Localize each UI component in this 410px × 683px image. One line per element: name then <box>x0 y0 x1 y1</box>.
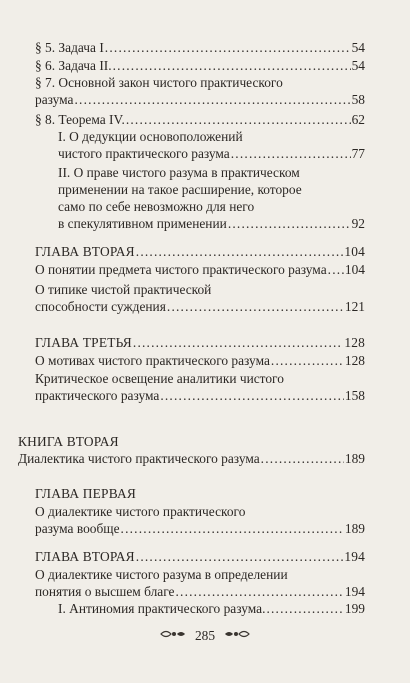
toc-entry-title: О типике чистой практической <box>35 282 212 297</box>
toc-page-number: 92 <box>351 216 365 231</box>
toc-entry-title: Критическое освещение аналитики чистого <box>35 371 284 386</box>
leader-dots <box>328 261 344 278</box>
ornament-left-icon <box>160 628 186 644</box>
leader-dots <box>266 600 343 617</box>
toc-entry-title: разума <box>35 92 74 107</box>
toc-entry <box>18 450 365 467</box>
toc-page-number: 104 <box>344 262 365 277</box>
toc-entry-title: в спекулятивном применении <box>58 216 227 231</box>
leader-dots <box>271 352 344 369</box>
toc-section-header <box>35 548 365 565</box>
toc-entry-title: применении на такое расширение, которое <box>58 182 302 197</box>
leader-dots <box>261 450 344 467</box>
toc-page-number: 121 <box>344 299 365 314</box>
toc-entry-title: разума вообще <box>35 521 120 536</box>
leader-dots <box>133 334 343 351</box>
toc-entry-title: О диалектике чистого практического <box>35 504 246 519</box>
toc-section-header <box>35 334 365 351</box>
toc-entry-title: само по себе невозможно для него <box>58 199 255 214</box>
leader-dots <box>167 298 344 315</box>
leader-dots <box>175 583 343 600</box>
toc-page-number: 194 <box>344 549 365 564</box>
toc-entry-title: ГЛАВА ВТОРАЯ <box>35 244 135 259</box>
toc-entry <box>35 39 365 56</box>
toc-section-header <box>35 485 365 502</box>
leader-dots <box>136 548 344 565</box>
leader-dots <box>126 111 351 128</box>
toc-entry <box>35 74 365 108</box>
leader-dots <box>231 145 351 162</box>
toc-page-number: 54 <box>351 58 365 73</box>
page-number: 285 <box>194 628 216 643</box>
toc-entry-title: практического разума <box>35 388 160 403</box>
toc-entry <box>58 128 365 162</box>
toc-entry-title: Диалектика чистого практического разума <box>18 451 260 466</box>
toc-entry-title: понятия о высшем благе <box>35 584 175 599</box>
toc-entry <box>58 164 365 232</box>
toc-page-number: 199 <box>344 601 365 616</box>
toc-entry <box>35 566 365 600</box>
toc-entry-title: О понятии предмета чистого практического разума <box>35 262 327 277</box>
toc-entry <box>58 600 365 617</box>
toc-entry-title: ГЛАВА ПЕРВАЯ <box>35 486 136 501</box>
toc-page-number: 54 <box>351 40 365 55</box>
toc-entry-title: § 6. Задача II. <box>35 58 112 73</box>
ornament-right-icon <box>224 628 250 644</box>
leader-dots <box>75 91 351 108</box>
toc-entry-title: II. О праве чистого разума в практическом <box>58 165 300 180</box>
toc-entry <box>35 111 365 128</box>
leader-dots <box>228 215 351 232</box>
toc-entry <box>35 503 365 537</box>
toc-entry-title: I. Антиномия практического разума. <box>58 601 266 616</box>
toc-page-number: 62 <box>351 112 365 127</box>
toc-entry-title: КНИГА ВТОРАЯ <box>18 434 119 449</box>
toc-section-header <box>18 433 365 450</box>
toc-page-number: 194 <box>344 584 365 599</box>
toc-entry <box>35 261 365 278</box>
toc-page-number: 128 <box>344 353 365 368</box>
toc-page-number: 189 <box>344 521 365 536</box>
leader-dots <box>113 57 351 74</box>
toc-page-number: 158 <box>344 388 365 403</box>
leader-dots <box>160 387 344 404</box>
toc-page-number: 128 <box>344 335 365 350</box>
toc-page-number: 189 <box>344 451 365 466</box>
toc-entry-title: § 7. Основной закон чистого практического <box>35 75 283 90</box>
toc-page-number: 104 <box>344 244 365 259</box>
toc-section-header <box>35 243 365 260</box>
toc-entry-title: способности суждения <box>35 299 166 314</box>
toc-entry <box>35 57 365 74</box>
toc-entry-title: чистого практического разума <box>58 146 230 161</box>
page-footer <box>0 628 410 644</box>
toc-entry-title: ГЛАВА ВТОРАЯ <box>35 549 135 564</box>
toc-entry <box>35 352 365 369</box>
toc-page-number: 58 <box>351 92 365 107</box>
toc-entry-title: О мотивах чистого практического разума <box>35 353 270 368</box>
leader-dots <box>136 243 344 260</box>
leader-dots <box>105 39 351 56</box>
toc-entry-title: § 5. Задача I <box>35 40 104 55</box>
toc-entry-title: ГЛАВА ТРЕТЬЯ <box>35 335 132 350</box>
leader-dots <box>121 520 344 537</box>
toc-entry <box>35 370 365 404</box>
toc-entry-title: О диалектике чистого разума в определении <box>35 567 288 582</box>
toc-page-number: 77 <box>351 146 365 161</box>
toc-entry-title: § 8. Теорема IV. <box>35 112 125 127</box>
toc-entry <box>35 281 365 315</box>
toc-entry-title: I. О дедукции основоположений <box>58 129 243 144</box>
